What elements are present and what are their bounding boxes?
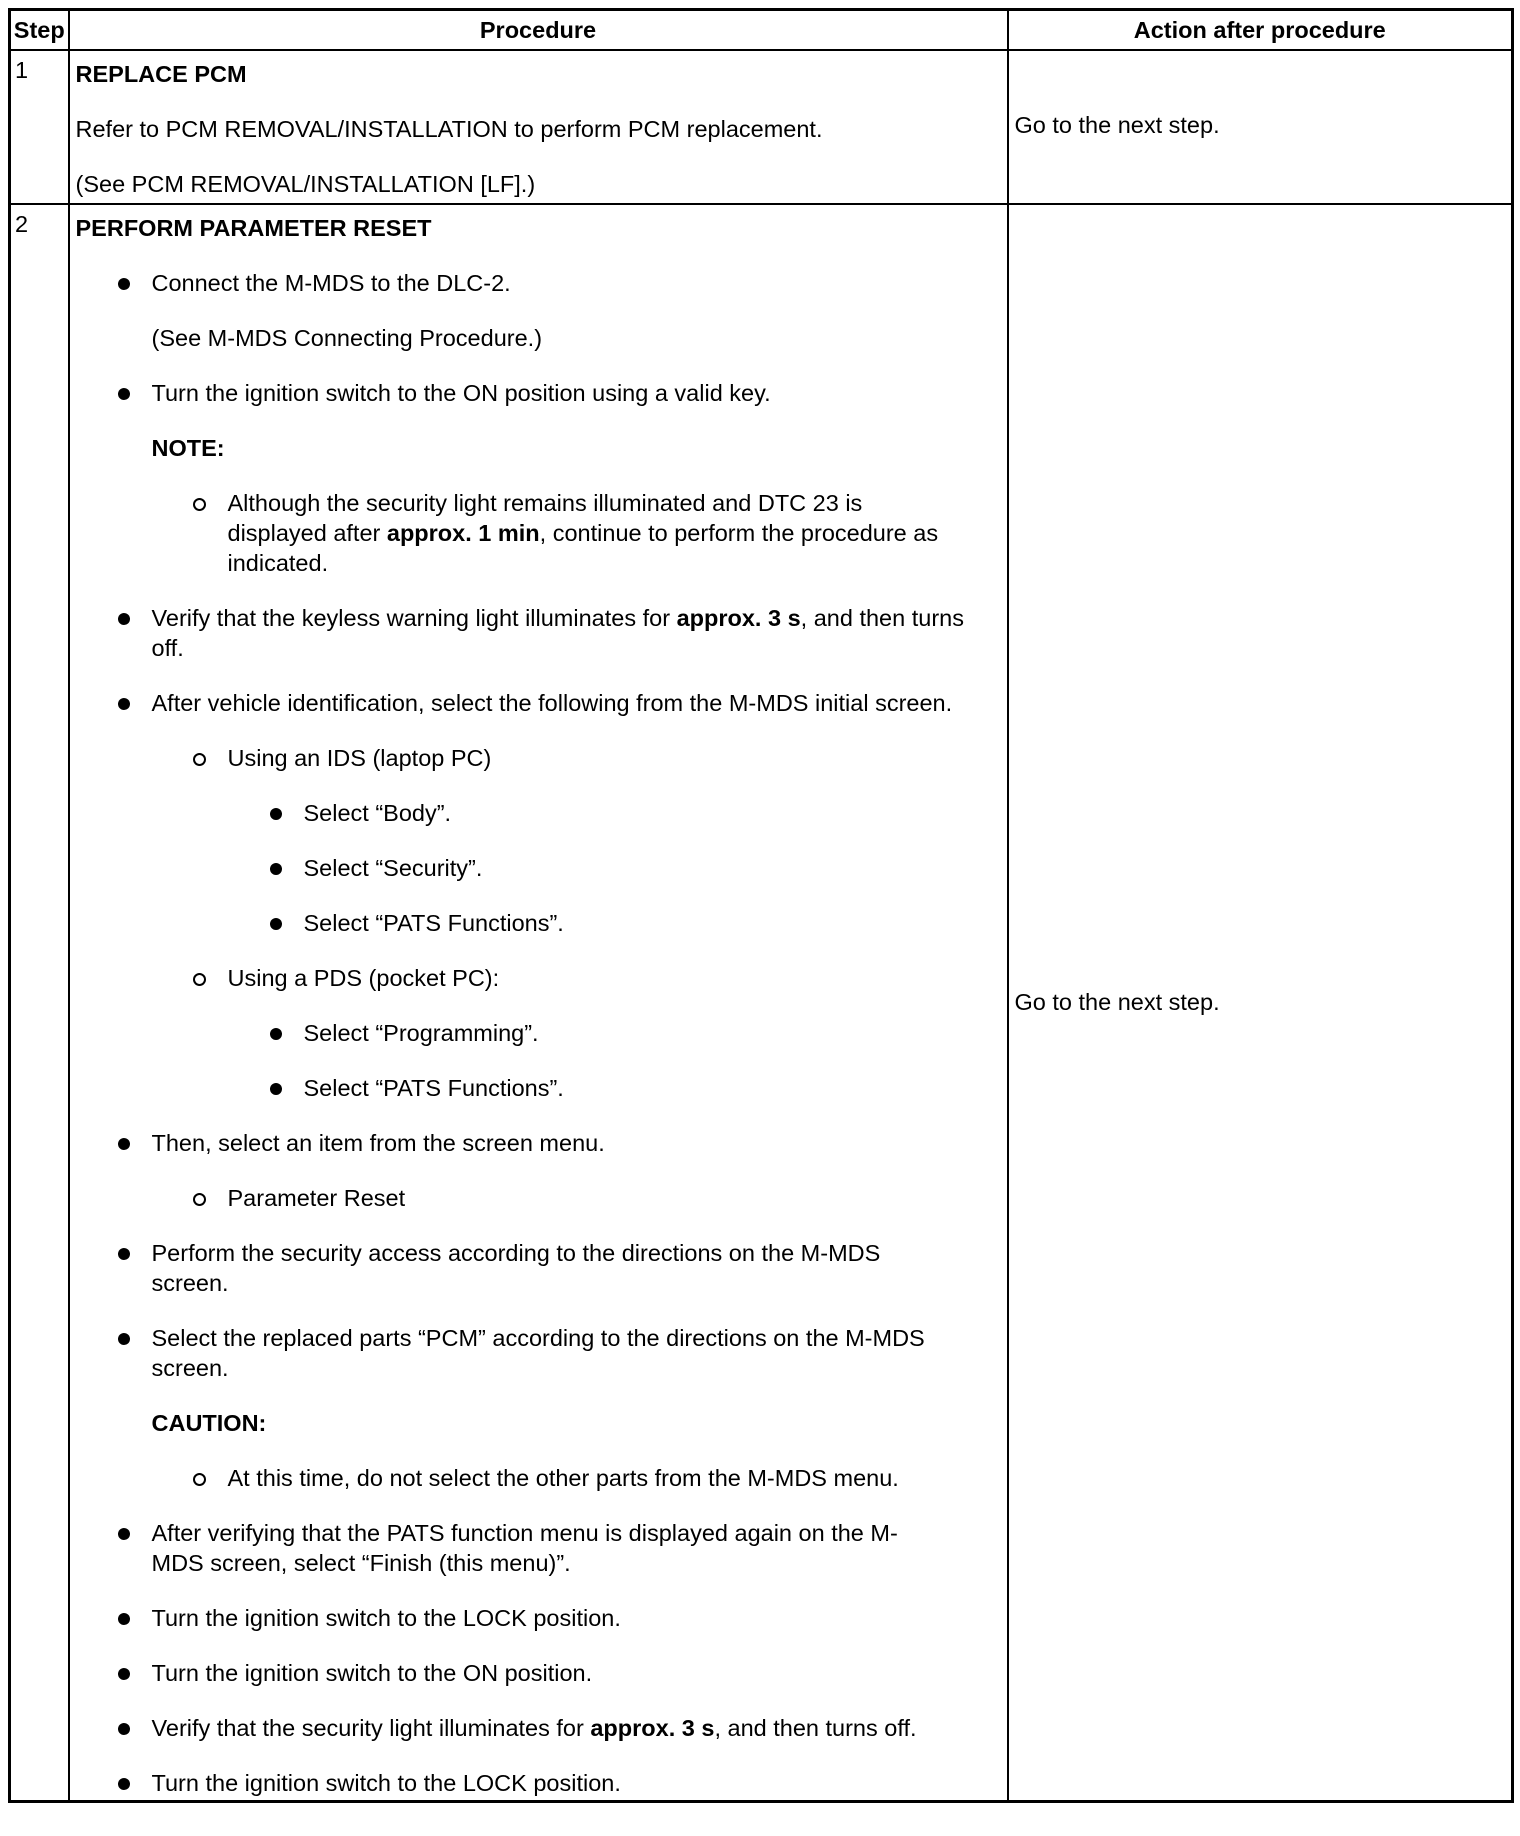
bullet-item: Connect the M-MDS to the DLC-2.	[76, 268, 1001, 298]
sub-item: Using an IDS (laptop PC)	[152, 743, 1001, 773]
procedure-cell	[69, 204, 1008, 1802]
bullet-item: Turn the ignition switch to the ON position using a valid key.	[76, 378, 1001, 408]
reference-text: (See PCM REMOVAL/INSTALLATION [LF].)	[75, 171, 536, 197]
sub-item: Parameter Reset	[152, 1183, 1001, 1213]
procedure-table	[8, 8, 1514, 1803]
bullet-item: Select the replaced parts “PCM” according to the directions on the M-MDS screen.	[76, 1323, 1001, 1383]
reference-text: (See M-MDS Connecting Procedure.)	[151, 325, 543, 351]
step-title: REPLACE PCM	[75, 61, 247, 87]
procedure-cell	[69, 50, 1008, 204]
caution-item: At this time, do not select the other parts from the M-MDS menu.	[152, 1463, 1001, 1493]
bullet-item: Turn the ignition switch to the LOCK position.	[76, 1768, 1001, 1798]
table-row	[10, 50, 1513, 204]
bullet-item: Verify that the security light illuminates for approx. 3 s, and then turns off.	[76, 1713, 1001, 1743]
sub-item: Using a PDS (pocket PC):	[152, 963, 1001, 993]
note-item: Although the security light remains illuminated and DTC 23 is displayed after approx. 1 min, continue to perform the procedure as indicated.	[152, 488, 1001, 578]
step-title: PERFORM PARAMETER RESET	[75, 215, 432, 241]
header-row	[10, 10, 1513, 51]
action-cell: Go to the next step.	[1008, 50, 1513, 204]
sub-sub-item: Select “Security”.	[228, 853, 1001, 883]
header-step: Step	[10, 10, 69, 51]
bullet-item: Verify that the keyless warning light illuminates for approx. 3 s, and then turns off.	[76, 603, 1001, 663]
sub-sub-item: Select “Body”.	[228, 798, 1001, 828]
bullet-item: Perform the security access according to the directions on the M-MDS screen.	[76, 1238, 1001, 1298]
caution-label: CAUTION:	[151, 1410, 267, 1436]
sub-sub-item: Select “PATS Functions”.	[228, 1073, 1001, 1103]
bullet-item: Turn the ignition switch to the ON position.	[76, 1658, 1001, 1688]
sub-sub-item: Select “Programming”.	[228, 1018, 1001, 1048]
bullet-item: Turn the ignition switch to the LOCK position.	[76, 1603, 1001, 1633]
header-action: Action after procedure	[1008, 10, 1513, 51]
bullet-item: After verifying that the PATS function menu is displayed again on the M-MDS screen, select “Finish (this menu)”.	[76, 1518, 1001, 1578]
header-procedure: Procedure	[69, 10, 1008, 51]
step-number: 2	[10, 204, 69, 1802]
bullet-item: Then, select an item from the screen menu.	[76, 1128, 1001, 1158]
procedure-text: Refer to PCM REMOVAL/INSTALLATION to perform PCM replacement.	[75, 116, 823, 142]
step-number: 1	[10, 50, 69, 204]
table-row	[10, 204, 1513, 1802]
note-label: NOTE:	[151, 435, 225, 461]
sub-sub-item: Select “PATS Functions”.	[228, 908, 1001, 938]
action-cell: Go to the next step.	[1008, 204, 1513, 1802]
bullet-item: After vehicle identification, select the following from the M-MDS initial screen.	[76, 688, 1001, 718]
